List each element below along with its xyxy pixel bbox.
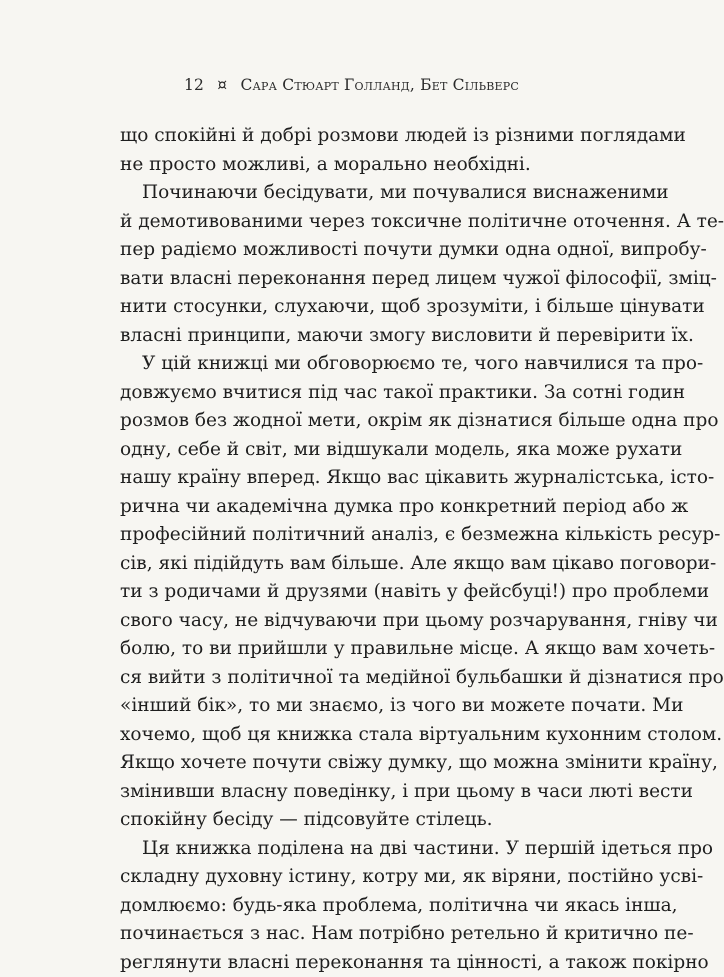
running-header: [0, 76, 703, 94]
text-line: нашу країну вперед. Якщо вас цікавить журналістська, істо-: [120, 464, 592, 493]
text-line: сів, які підійдуть вам більше. Але якщо вам цікаво поговори-: [120, 550, 592, 579]
text-line: власні принципи, маючи змогу висловити й перевірити їх.: [120, 322, 592, 351]
text-line: розмов без жодної мети, окрім як дізнатися більше одна про: [120, 407, 592, 436]
text-line: й демотивованими через токсичне політичне оточення. А те-: [120, 208, 592, 237]
text-line: реглянути власні переконання та цінності, а також покірно: [120, 949, 592, 977]
text-line: складну духовну істину, котру ми, як віряни, постійно усві-: [120, 863, 592, 892]
text-line: одну, себе й світ, ми відшукали модель, яка може рухати: [120, 436, 592, 465]
text-line: нити стосунки, слухаючи, щоб зрозуміти, і більше цінувати: [120, 293, 592, 322]
header-ornament-icon: ¤: [217, 76, 227, 94]
text-line: Починаючи бесідувати, ми почувалися виснаженими: [120, 179, 592, 208]
text-line: змінивши власну поведінку, і при цьому в часи люті вести: [120, 778, 592, 807]
text-line: хочемо, щоб ця книжка стала віртуальним кухонним столом.: [120, 721, 592, 750]
page-number: 12: [184, 76, 204, 94]
text-line: У цій книжці ми обговорюємо те, чого навчилися та про-: [120, 350, 592, 379]
body-text: [120, 122, 592, 977]
text-line: спокійну бесіду — підсовуйте стілець.: [120, 806, 592, 835]
text-line: вати власні переконання перед лицем чужої філософії, зміц-: [120, 265, 592, 294]
text-line: болю, то ви прийшли у правильне місце. А якщо вам хочеть-: [120, 635, 592, 664]
text-line: «інший бік», то ми знаємо, із чого ви можете почати. Ми: [120, 692, 592, 721]
text-line: свого часу, не відчуваючи при цьому розчарування, гніву чи: [120, 607, 592, 636]
text-line: починається з нас. Нам потрібно ретельно й критично пе-: [120, 920, 592, 949]
header-authors: Сара Стюарт Голланд, Бет Сільверс: [240, 76, 519, 94]
text-line: домлюємо: будь-яка проблема, політична чи якась інша,: [120, 892, 592, 921]
text-line: Ця книжка поділена на дві частини. У першій ідеться про: [120, 835, 592, 864]
text-line: рична чи академічна думка про конкретний період або ж: [120, 493, 592, 522]
text-line: Якщо хочете почути свіжу думку, що можна змінити країну,: [120, 749, 592, 778]
text-line: що спокійні й добрі розмови людей із різними поглядами: [120, 122, 592, 151]
text-line: не просто можливі, а морально необхідні.: [120, 151, 592, 180]
text-line: довжуємо вчитися під час такої практики. За сотні годин: [120, 379, 592, 408]
text-line: ти з родичами й друзями (навіть у фейсбуці!) про проблеми: [120, 578, 592, 607]
text-line: професійний політичний аналіз, є безмежна кількість ресур-: [120, 521, 592, 550]
text-line: пер радіємо можливості почути думки одна одної, випробу-: [120, 236, 592, 265]
text-line: ся вийти з політичної та медійної бульбашки й дізнатися про: [120, 664, 592, 693]
